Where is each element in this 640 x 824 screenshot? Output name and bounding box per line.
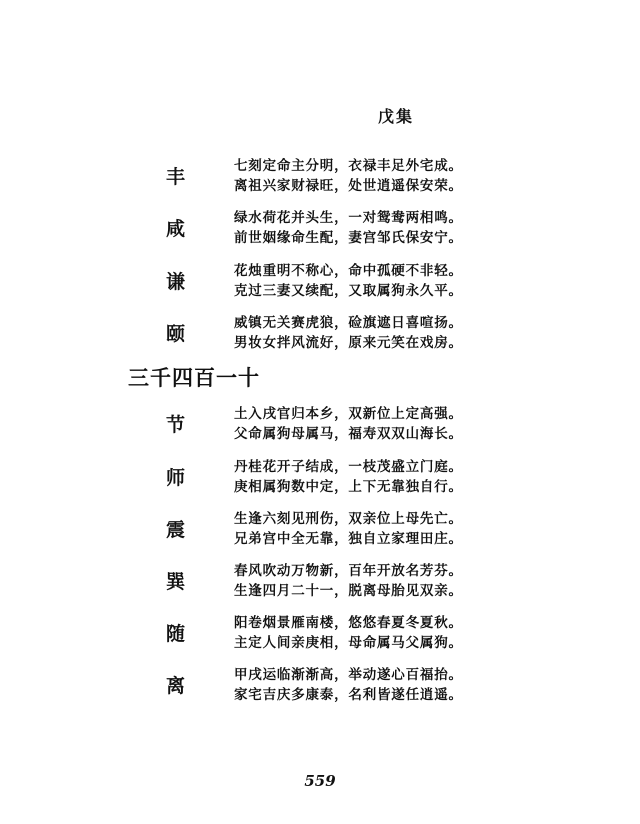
entry-character: 咸 [166, 218, 186, 240]
verse-line: 离祖兴家财禄旺，处世逍遥保安荣。 [234, 178, 463, 194]
entry-character: 随 [166, 623, 186, 645]
verse-line: 土入戌官归本乡，双新位上定高强。 [234, 406, 463, 422]
verse-entry [0, 455, 640, 499]
entry-character: 谦 [166, 271, 186, 293]
verse-line: 克过三妻又续配，又取属狗永久平。 [234, 283, 463, 299]
verse-line: 男妆女拌风流好，原来元笑在戏房。 [234, 335, 463, 351]
verse-entry [0, 611, 640, 655]
verse-line: 丹桂花开子结成，一枝茂盛立门庭。 [234, 459, 463, 475]
verse-line: 甲戌运临渐渐高，举动遂心百福抬。 [234, 667, 463, 683]
entry-character: 节 [166, 414, 186, 436]
verse-line: 兄弟宫中全无靠，独自立家理田庄。 [234, 531, 463, 547]
entry-character: 颐 [166, 323, 186, 345]
verse-line: 庚相属狗数中定，上下无靠独自行。 [234, 479, 463, 495]
verse-entry [0, 206, 640, 250]
verse-line: 主定人间亲庚相，母命属马父属狗。 [234, 635, 463, 651]
verse-entry [0, 507, 640, 551]
verse-entry [0, 311, 640, 355]
verse-line: 绿水荷花并头生，一对鸳鸯两相鸣。 [234, 210, 463, 226]
verse-line: 生逢六刻见刑伤，双亲位上母先亡。 [234, 511, 463, 527]
entry-character: 巽 [166, 571, 186, 593]
section-heading: 三千四百一十 [128, 365, 260, 390]
page-header-title: 戊集 [378, 107, 415, 126]
verse-line: 花烛重明不称心，命中孤硬不非轻。 [234, 263, 463, 279]
verse-line: 威镇无关赛虎狼，硷旗遮日喜喧扬。 [234, 315, 463, 331]
entry-character: 震 [166, 519, 186, 541]
verse-entry [0, 663, 640, 707]
entry-character: 师 [166, 467, 186, 489]
verse-line: 生逢四月二十一，脱离母胎见双亲。 [234, 583, 463, 599]
verse-line: 前世姻缘命生配，妻宫邹氏保安宁。 [234, 230, 463, 246]
verse-entry [0, 402, 640, 446]
verse-line: 七刻定命主分明，衣禄丰足外宅成。 [234, 158, 463, 174]
entry-character: 丰 [166, 166, 186, 188]
verse-entry [0, 559, 640, 603]
verse-entry [0, 259, 640, 303]
verse-line: 家宅吉庆多康泰，名利皆遂任逍遥。 [234, 687, 463, 703]
verse-line: 春风吹动万物新，百年开放名芳芬。 [234, 563, 463, 579]
verse-entry [0, 154, 640, 198]
verse-line: 阳卷烟景雁南楼，悠悠春夏冬夏秋。 [234, 615, 463, 631]
entry-character: 离 [166, 675, 186, 697]
page-number: 559 [304, 772, 336, 790]
verse-line: 父命属狗母属马，福寿双双山海长。 [234, 426, 463, 442]
